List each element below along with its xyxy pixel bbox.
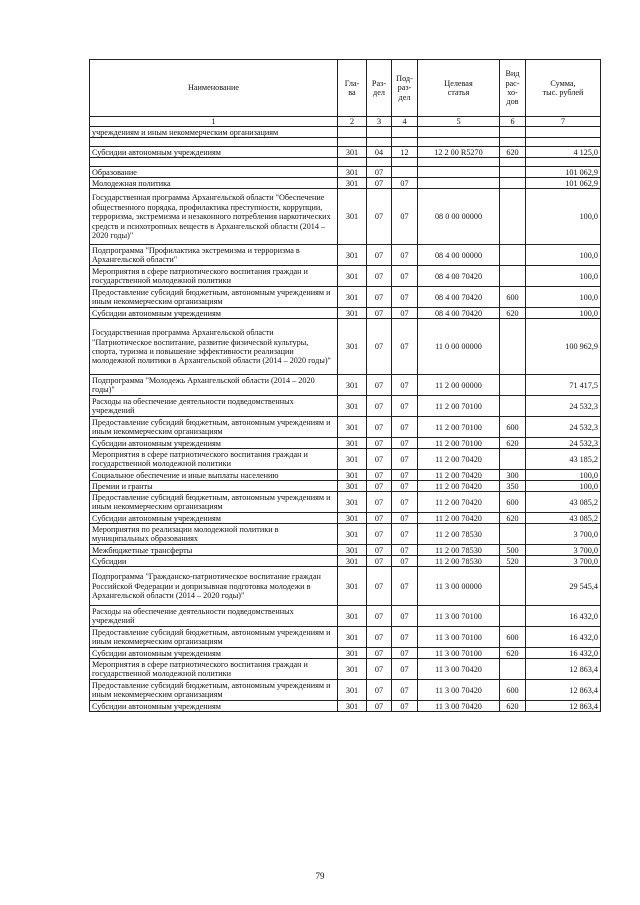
- row-vid: [500, 167, 526, 178]
- row-name: Подпрограмма "Молодежь Архангельской области (2014 – 2020 годы)": [90, 375, 338, 396]
- row-glava: 301: [338, 567, 367, 606]
- row-vid: 620: [500, 701, 526, 712]
- column-number: 3: [367, 117, 392, 127]
- row-name: Мероприятия по реализации молодежной политики в муниципальных образованиях: [90, 524, 338, 545]
- row-razdel: 07: [367, 266, 392, 287]
- row-razdel: 07: [367, 627, 392, 648]
- row-podrazdel: 07: [392, 178, 418, 189]
- row-name: Предоставление субсидий бюджетным, автономным учреждениям и иным некоммерческим организациям: [90, 417, 338, 438]
- row-glava: 301: [338, 147, 367, 158]
- row-razdel: 07: [367, 481, 392, 492]
- row-vid: [500, 567, 526, 606]
- row-statya: 08 4 00 70420: [418, 287, 500, 308]
- header-summa: Сумма, тыс. рублей: [526, 60, 601, 117]
- column-number: 4: [392, 117, 418, 127]
- table-row: [90, 492, 601, 513]
- row-name: Расходы на обеспечение деятельности подведомственных учреждений: [90, 606, 338, 627]
- row-razdel: 07: [367, 319, 392, 375]
- row-statya: 08 0 00 00000: [418, 189, 500, 245]
- row-summa: 100,0: [526, 308, 601, 319]
- row-name: Подпрограмма "Гражданско-патриотическое воспитание граждан Российской Федерации и допризывная подготовка молодежи в Архангельской области (2014 – 2020 годы)": [90, 567, 338, 606]
- table-body: [90, 127, 601, 712]
- row-statya: 11 3 00 70420: [418, 680, 500, 701]
- table-row: [90, 470, 601, 481]
- row-podrazdel: 07: [392, 627, 418, 648]
- row-glava: 301: [338, 524, 367, 545]
- row-razdel: [367, 158, 392, 167]
- row-summa: 29 545,4: [526, 567, 601, 606]
- row-name: Субсидии автономным учреждениям: [90, 308, 338, 319]
- row-vid: 300: [500, 470, 526, 481]
- row-statya: 11 2 00 70420: [418, 470, 500, 481]
- row-vid: [500, 245, 526, 266]
- row-vid: [500, 138, 526, 147]
- row-name: Мероприятия в сфере патриотического воспитания граждан и государственной молодежной политики: [90, 266, 338, 287]
- row-podrazdel: 07: [392, 545, 418, 556]
- row-razdel: 07: [367, 375, 392, 396]
- row-vid: 600: [500, 680, 526, 701]
- row-summa: 3 700,0: [526, 556, 601, 567]
- table-row: [90, 438, 601, 449]
- row-podrazdel: 07: [392, 189, 418, 245]
- table-row: [90, 701, 601, 712]
- row-glava: 301: [338, 680, 367, 701]
- row-statya: 08 4 00 70420: [418, 308, 500, 319]
- row-summa: 100,0: [526, 266, 601, 287]
- row-name: Государственная программа Архангельской области "Обеспечение общественного порядка, профилактика преступности, коррупции, терроризма, экстремизма и незаконного потребления наркотических средств и психотропных веществ в Архангельской области (2014 – 2020 годы)": [90, 189, 338, 245]
- row-vid: 620: [500, 648, 526, 659]
- row-name: Субсидии: [90, 556, 338, 567]
- row-vid: [500, 158, 526, 167]
- row-glava: 301: [338, 481, 367, 492]
- table-row: [90, 287, 601, 308]
- row-glava: 301: [338, 545, 367, 556]
- row-glava: 301: [338, 375, 367, 396]
- row-vid: 600: [500, 492, 526, 513]
- page-number: 79: [315, 871, 325, 881]
- row-podrazdel: 07: [392, 438, 418, 449]
- row-razdel: 07: [367, 287, 392, 308]
- row-summa: [526, 158, 601, 167]
- row-razdel: 07: [367, 470, 392, 481]
- row-summa: 100,0: [526, 481, 601, 492]
- row-vid: [500, 266, 526, 287]
- row-vid: 620: [500, 513, 526, 524]
- row-razdel: 07: [367, 545, 392, 556]
- row-statya: [418, 138, 500, 147]
- row-name: [90, 138, 338, 147]
- row-statya: 11 3 00 70100: [418, 627, 500, 648]
- header-razdel: Раз- дел: [367, 60, 392, 117]
- row-vid: 520: [500, 556, 526, 567]
- table-row: [90, 524, 601, 545]
- row-glava: [338, 158, 367, 167]
- row-summa: 101 062,9: [526, 167, 601, 178]
- row-podrazdel: 07: [392, 492, 418, 513]
- row-summa: 16 432,0: [526, 648, 601, 659]
- row-name: Субсидии автономным учреждениям: [90, 147, 338, 158]
- row-podrazdel: 07: [392, 470, 418, 481]
- row-vid: [500, 524, 526, 545]
- row-podrazdel: 07: [392, 680, 418, 701]
- table-row: [90, 266, 601, 287]
- table-row: [90, 513, 601, 524]
- row-razdel: [367, 138, 392, 147]
- row-summa: 71 417,5: [526, 375, 601, 396]
- row-podrazdel: 07: [392, 266, 418, 287]
- row-vid: 620: [500, 438, 526, 449]
- table-row: [90, 481, 601, 492]
- row-podrazdel: [392, 127, 418, 138]
- column-number: 7: [526, 117, 601, 127]
- row-razdel: 07: [367, 648, 392, 659]
- row-summa: [526, 138, 601, 147]
- row-statya: 11 2 00 70420: [418, 513, 500, 524]
- row-summa: [526, 127, 601, 138]
- row-name: Субсидии автономным учреждениям: [90, 438, 338, 449]
- column-number: 1: [90, 117, 338, 127]
- row-podrazdel: 07: [392, 481, 418, 492]
- row-name: Мероприятия в сфере патриотического воспитания граждан и государственной молодежной политики: [90, 449, 338, 470]
- row-name: Предоставление субсидий бюджетным, автономным учреждениям и иным некоммерческим организациям: [90, 627, 338, 648]
- row-razdel: 07: [367, 245, 392, 266]
- budget-table: [89, 59, 601, 712]
- row-statya: 11 2 00 70100: [418, 417, 500, 438]
- row-summa: 3 700,0: [526, 524, 601, 545]
- row-name: Предоставление субсидий бюджетным, автономным учреждениям и иным некоммерческим организациям: [90, 680, 338, 701]
- row-podrazdel: [392, 158, 418, 167]
- row-statya: 11 3 00 00000: [418, 567, 500, 606]
- row-glava: 301: [338, 627, 367, 648]
- row-vid: 600: [500, 627, 526, 648]
- row-vid: 620: [500, 147, 526, 158]
- table-row: [90, 245, 601, 266]
- row-vid: [500, 319, 526, 375]
- row-statya: [418, 178, 500, 189]
- row-vid: [500, 659, 526, 680]
- table-row: [90, 627, 601, 648]
- row-glava: 301: [338, 266, 367, 287]
- header-podrazdel: Под- раз- дел: [392, 60, 418, 117]
- row-razdel: 07: [367, 308, 392, 319]
- budget-document: [89, 59, 600, 712]
- table-row: [90, 375, 601, 396]
- column-number: 5: [418, 117, 500, 127]
- row-glava: 301: [338, 556, 367, 567]
- row-podrazdel: [392, 138, 418, 147]
- row-podrazdel: 07: [392, 319, 418, 375]
- row-podrazdel: 12: [392, 147, 418, 158]
- row-summa: 12 863,4: [526, 701, 601, 712]
- row-glava: 301: [338, 417, 367, 438]
- row-razdel: 07: [367, 417, 392, 438]
- table-row: [90, 567, 601, 606]
- table-row: [90, 147, 601, 158]
- row-statya: [418, 158, 500, 167]
- row-statya: 11 2 00 78530: [418, 524, 500, 545]
- column-number: 2: [338, 117, 367, 127]
- row-vid: 500: [500, 545, 526, 556]
- header-name: Наименование: [90, 60, 338, 117]
- row-statya: 11 3 00 70420: [418, 701, 500, 712]
- row-summa: 12 863,4: [526, 659, 601, 680]
- row-podrazdel: 07: [392, 701, 418, 712]
- row-podrazdel: 07: [392, 567, 418, 606]
- row-glava: 301: [338, 701, 367, 712]
- row-podrazdel: 07: [392, 513, 418, 524]
- row-statya: 11 2 00 78530: [418, 556, 500, 567]
- row-statya: 11 2 00 70420: [418, 492, 500, 513]
- row-glava: 301: [338, 606, 367, 627]
- row-vid: 620: [500, 308, 526, 319]
- row-vid: 600: [500, 287, 526, 308]
- row-razdel: 07: [367, 680, 392, 701]
- row-razdel: 07: [367, 189, 392, 245]
- row-name: Межбюджетные трансферты: [90, 545, 338, 556]
- row-glava: 301: [338, 449, 367, 470]
- row-razdel: [367, 127, 392, 138]
- row-name: Премии и гранты: [90, 481, 338, 492]
- row-statya: 11 2 00 70100: [418, 396, 500, 417]
- row-summa: 3 700,0: [526, 545, 601, 556]
- table-row: [90, 319, 601, 375]
- row-statya: 11 3 00 70100: [418, 648, 500, 659]
- row-vid: [500, 189, 526, 245]
- blank-row: [90, 158, 601, 167]
- table-row: [90, 545, 601, 556]
- row-vid: 600: [500, 417, 526, 438]
- row-podrazdel: 07: [392, 524, 418, 545]
- row-razdel: 07: [367, 449, 392, 470]
- table-row: [90, 167, 601, 178]
- row-name: Молодежная политика: [90, 178, 338, 189]
- row-name: [90, 158, 338, 167]
- row-razdel: 07: [367, 167, 392, 178]
- row-summa: 100,0: [526, 189, 601, 245]
- row-summa: 24 532,3: [526, 396, 601, 417]
- row-razdel: 07: [367, 178, 392, 189]
- row-name: Расходы на обеспечение деятельности подведомственных учреждений: [90, 396, 338, 417]
- row-glava: 301: [338, 659, 367, 680]
- row-statya: 08 4 00 70420: [418, 266, 500, 287]
- row-podrazdel: 07: [392, 659, 418, 680]
- row-statya: 11 2 00 70420: [418, 449, 500, 470]
- row-glava: 301: [338, 167, 367, 178]
- row-podrazdel: 07: [392, 449, 418, 470]
- table-row: [90, 648, 601, 659]
- table-row: [90, 308, 601, 319]
- row-razdel: 07: [367, 396, 392, 417]
- row-glava: 301: [338, 513, 367, 524]
- row-razdel: 04: [367, 147, 392, 158]
- row-vid: [500, 375, 526, 396]
- row-vid: [500, 127, 526, 138]
- row-statya: 11 3 00 70100: [418, 606, 500, 627]
- row-summa: 16 432,0: [526, 606, 601, 627]
- table-row: [90, 606, 601, 627]
- row-podrazdel: 07: [392, 287, 418, 308]
- table-row: [90, 417, 601, 438]
- row-glava: 301: [338, 470, 367, 481]
- row-name: Мероприятия в сфере патриотического воспитания граждан и государственной молодежной политики: [90, 659, 338, 680]
- row-statya: [418, 167, 500, 178]
- row-summa: 4 125,0: [526, 147, 601, 158]
- row-vid: 350: [500, 481, 526, 492]
- row-summa: 100,0: [526, 245, 601, 266]
- row-razdel: 07: [367, 659, 392, 680]
- row-glava: 301: [338, 245, 367, 266]
- row-summa: 101 062,9: [526, 178, 601, 189]
- row-summa: 100 962,9: [526, 319, 601, 375]
- row-podrazdel: 07: [392, 375, 418, 396]
- row-name: Государственная программа Архангельской области "Патриотическое воспитание, развитие физической культуры, спорта, туризма и повышение эффективности реализации молодежной политики в Архангельской области (2014 – 2020 годы)": [90, 319, 338, 375]
- row-podrazdel: 07: [392, 396, 418, 417]
- row-razdel: 07: [367, 556, 392, 567]
- row-statya: [418, 127, 500, 138]
- row-summa: 43 085,2: [526, 513, 601, 524]
- row-name: учреждениям и иным некоммерческим организациям: [90, 127, 338, 138]
- row-podrazdel: 07: [392, 556, 418, 567]
- row-statya: 11 0 00 00000: [418, 319, 500, 375]
- table-row: [90, 189, 601, 245]
- row-statya: 11 2 00 70420: [418, 481, 500, 492]
- blank-row: [90, 138, 601, 147]
- row-summa: 24 532,3: [526, 438, 601, 449]
- header-vid: Вид рас- хо- дов: [500, 60, 526, 117]
- row-name: Предоставление субсидий бюджетным, автономным учреждениям и иным некоммерческим организациям: [90, 492, 338, 513]
- row-razdel: 07: [367, 438, 392, 449]
- row-statya: 11 2 00 00000: [418, 375, 500, 396]
- table-row: [90, 659, 601, 680]
- row-razdel: 07: [367, 513, 392, 524]
- row-statya: 12 2 00 R5270: [418, 147, 500, 158]
- row-vid: [500, 178, 526, 189]
- row-vid: [500, 396, 526, 417]
- row-glava: 301: [338, 648, 367, 659]
- row-glava: 301: [338, 287, 367, 308]
- row-glava: [338, 138, 367, 147]
- row-name: Социальное обеспечение и иные выплаты населению: [90, 470, 338, 481]
- row-podrazdel: 07: [392, 648, 418, 659]
- row-statya: 08 4 00 00000: [418, 245, 500, 266]
- row-name: Подпрограмма "Профилактика экстремизма и терроризма в Архангельской области": [90, 245, 338, 266]
- row-razdel: 07: [367, 701, 392, 712]
- header-statya: Целевая статья: [418, 60, 500, 117]
- row-name: Образование: [90, 167, 338, 178]
- row-razdel: 07: [367, 524, 392, 545]
- row-glava: 301: [338, 319, 367, 375]
- table-row: [90, 449, 601, 470]
- row-name: Субсидии автономным учреждениям: [90, 513, 338, 524]
- row-razdel: 07: [367, 606, 392, 627]
- row-summa: 43 185,2: [526, 449, 601, 470]
- row-name: Предоставление субсидий бюджетным, автономным учреждениям и иным некоммерческим организациям: [90, 287, 338, 308]
- row-podrazdel: 07: [392, 245, 418, 266]
- row-podrazdel: 07: [392, 308, 418, 319]
- row-glava: 301: [338, 438, 367, 449]
- row-summa: 100,0: [526, 470, 601, 481]
- table-row: [90, 127, 601, 138]
- row-podrazdel: 07: [392, 417, 418, 438]
- row-name: Субсидии автономным учреждениям: [90, 648, 338, 659]
- row-glava: [338, 127, 367, 138]
- row-summa: 43 085,2: [526, 492, 601, 513]
- row-summa: 100,0: [526, 287, 601, 308]
- table-row: [90, 556, 601, 567]
- row-statya: 11 3 00 70420: [418, 659, 500, 680]
- row-name: Субсидии автономным учреждениям: [90, 701, 338, 712]
- row-vid: [500, 449, 526, 470]
- row-summa: 12 863,4: [526, 680, 601, 701]
- row-summa: 16 432,0: [526, 627, 601, 648]
- row-glava: 301: [338, 178, 367, 189]
- row-summa: 24 532,3: [526, 417, 601, 438]
- row-vid: [500, 606, 526, 627]
- table-row: [90, 178, 601, 189]
- row-statya: 11 2 00 78530: [418, 545, 500, 556]
- table-row: [90, 680, 601, 701]
- row-statya: 11 2 00 70100: [418, 438, 500, 449]
- row-glava: 301: [338, 396, 367, 417]
- header-glava: Гла- ва: [338, 60, 367, 117]
- row-razdel: 07: [367, 567, 392, 606]
- row-podrazdel: [392, 167, 418, 178]
- column-number: 6: [500, 117, 526, 127]
- column-number-row: [90, 117, 601, 127]
- row-razdel: 07: [367, 492, 392, 513]
- header-row: [90, 60, 601, 117]
- row-glava: 301: [338, 308, 367, 319]
- row-glava: 301: [338, 492, 367, 513]
- table-row: [90, 396, 601, 417]
- row-glava: 301: [338, 189, 367, 245]
- row-podrazdel: 07: [392, 606, 418, 627]
